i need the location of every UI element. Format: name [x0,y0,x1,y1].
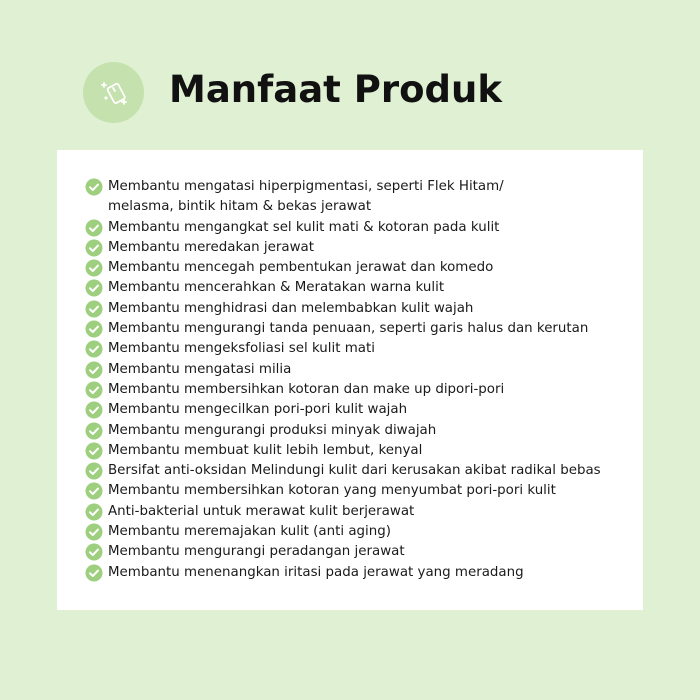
benefit-text: Membantu meremajakan kulit (anti aging) [108,524,391,540]
check-circle-icon [85,422,103,440]
benefit-text: Membantu membersihkan kotoran yang menyumbat pori-pori kulit [108,483,556,499]
list-item [85,339,628,359]
check-circle-icon [85,300,103,318]
benefit-text: Anti-bakterial untuk merawat kulit berjerawat [108,503,415,519]
check-circle-icon [85,361,103,379]
list-item [85,177,628,218]
benefit-text: Membantu menenangkan iritasi pada jerawat yang meradang [108,564,524,580]
list-item [85,258,628,278]
check-circle-icon [85,239,103,257]
benefit-text: Membantu mengangkat sel kulit mati & kotoran pada kulit [108,219,500,235]
check-circle-icon [85,279,103,297]
list-item [85,238,628,258]
benefit-text: Membantu mencerahkan & Meratakan warna kulit [108,280,445,296]
list-item [85,421,628,441]
list-item [85,400,628,420]
benefit-text: Membantu mencegah pembentukan jerawat dan komedo [108,260,494,276]
sparkle-device-icon [94,73,134,113]
benefit-text: Membantu mengatasi milia [108,361,292,377]
check-circle-icon [85,523,103,541]
benefit-text: Membantu mengurangi peradangan jerawat [108,544,405,560]
check-circle-icon [85,503,103,521]
benefits-card [57,150,643,610]
list-item [85,299,628,319]
check-circle-icon [85,219,103,237]
benefit-text: Membantu mengecilkan pori-pori kulit wajah [108,402,408,418]
page-title: Manfaat Produk [169,68,502,111]
benefit-text: Bersifat anti-oksidan Melindungi kulit dari kerusakan akibat radikal bebas [108,463,601,479]
list-item [85,563,628,583]
list-item [85,461,628,481]
benefit-text: Membantu mengatasi hiperpigmentasi, seperti Flek Hitam/ melasma, bintik hitam & bekas jerawat [108,179,504,215]
benefit-text: Membantu meredakan jerawat [108,239,315,255]
check-circle-icon [85,340,103,358]
check-circle-icon [85,178,103,196]
list-item [85,218,628,238]
check-circle-icon [85,320,103,338]
benefit-text: Membantu mengurangi tanda penuaan, seperti garis halus dan kerutan [108,321,589,337]
list-item [85,441,628,461]
list-item [85,522,628,542]
benefits-list [85,177,628,583]
check-circle-icon [85,401,103,419]
benefit-text: Membantu menghidrasi dan melembabkan kulit wajah [108,300,474,316]
check-circle-icon [85,543,103,561]
header-badge [83,62,144,123]
list-item [85,278,628,298]
list-item [85,502,628,522]
list-item [85,360,628,380]
list-item [85,380,628,400]
check-circle-icon [85,259,103,277]
list-item [85,542,628,562]
check-circle-icon [85,442,103,460]
benefit-text: Membantu membersihkan kotoran dan make up dipori-pori [108,381,505,397]
benefit-text: Membantu mengeksfoliasi sel kulit mati [108,341,375,357]
list-item [85,481,628,501]
check-circle-icon [85,482,103,500]
benefit-text: Membantu mengurangi produksi minyak diwajah [108,422,437,438]
list-item [85,319,628,339]
check-circle-icon [85,564,103,582]
check-circle-icon [85,381,103,399]
check-circle-icon [85,462,103,480]
benefit-text: Membantu membuat kulit lebih lembut, kenyal [108,442,423,458]
